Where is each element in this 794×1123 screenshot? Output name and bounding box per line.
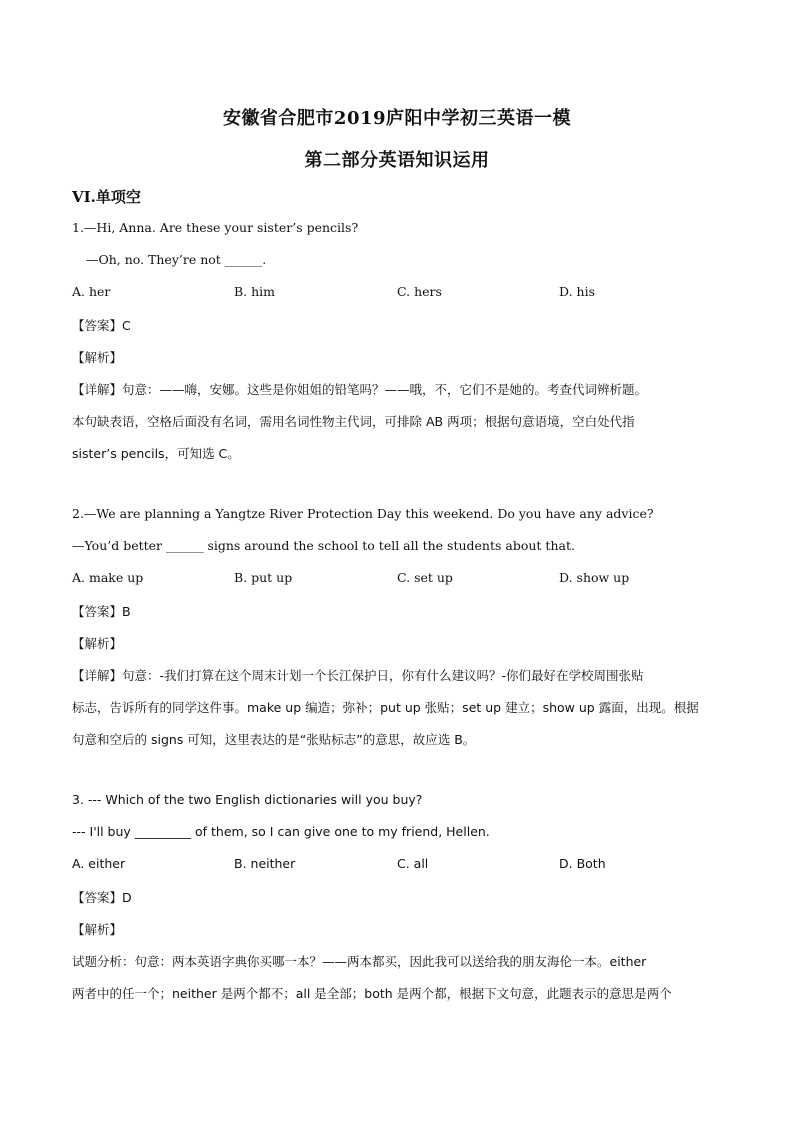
q1-detail-line1: 【详解】句意：——嗨，安娜。这些是你姐姐的铅笔吗？——哦，不，它们不是她的。考查代词辨析题。	[72, 382, 648, 397]
q3-answer: 【答案】D	[72, 890, 132, 905]
q2-stem-line2: —You’d better ______ signs around the school to tell all the students about that.	[72, 538, 575, 553]
q1-option-b: B. him	[234, 284, 276, 299]
q2-analysis-label: 【解析】	[72, 636, 123, 651]
q3-detail-line2: 两者中的任一个；neither 是两个都不；all 是全部；both 是两个都，根据下文句意，此题表示的意思是两个	[72, 986, 672, 1001]
q1-stem-line2: —Oh, no. They’re not ______.	[86, 252, 267, 267]
q2-stem-line1: 2.—We are planning a Yangtze River Protection Day this weekend. Do you have any advice?	[72, 506, 654, 521]
q3-stem-line2: --- I'll buy _________ of them, so I can give one to my friend, Hellen.	[72, 824, 490, 839]
q2-option-a: A. make up	[72, 570, 144, 585]
q3-stem-line1: 3. --- Which of the two English dictionaries will you buy?	[72, 792, 423, 807]
q1-stem-line1: 1.—Hi, Anna. Are these your sister’s pencils?	[72, 220, 359, 235]
page-subtitle: 第二部分英语知识运用	[304, 150, 490, 171]
q1-answer: 【答案】C	[72, 318, 131, 333]
q1-option-d: D. his	[559, 284, 595, 299]
q3-option-c: C. all	[397, 856, 429, 871]
q2-option-c: C. set up	[397, 570, 453, 585]
q1-option-c: C. hers	[397, 284, 442, 299]
q3-option-d: D. Both	[559, 856, 606, 871]
q1-detail-line3: sister’s pencils，可知选 C。	[72, 446, 240, 461]
q2-option-d: D. show up	[559, 570, 630, 585]
q2-answer: 【答案】B	[72, 604, 131, 619]
q1-analysis-label: 【解析】	[72, 350, 123, 365]
q2-option-b: B. put up	[234, 570, 293, 585]
page-title: 安徽省合肥市2019庐阳中学初三英语一模	[222, 108, 572, 129]
q3-option-b: B. neither	[234, 856, 296, 871]
q3-option-a: A. either	[72, 856, 126, 871]
q2-detail-line2: 标志，告诉所有的同学这件事。make up 编造；弥补；put up 张贴；set up 建立；show up 露面，出现。根据	[72, 700, 699, 715]
q2-detail-line3: 句意和空后的 signs 可知，这里表达的是“张贴标志”的意思，故应选 B。	[72, 732, 476, 747]
q1-detail-line2: 本句缺表语，空格后面没有名词，需用名词性物主代词，可排除 AB 两项；根据句意语境，空白处代指	[72, 414, 635, 429]
q3-detail-line1: 试题分析：句意：两本英语字典你买哪一本？——两本都买，因此我可以送给我的朋友海伦一本。either	[72, 954, 647, 969]
section-heading: VI.单项空	[72, 188, 141, 206]
q1-option-a: A. her	[72, 284, 111, 299]
q2-detail-line1: 【详解】句意：-我们打算在这个周末计划一个长江保护日，你有什么建议吗？-你们最好在学校周围张贴	[72, 668, 644, 683]
q3-analysis-label: 【解析】	[72, 922, 123, 937]
